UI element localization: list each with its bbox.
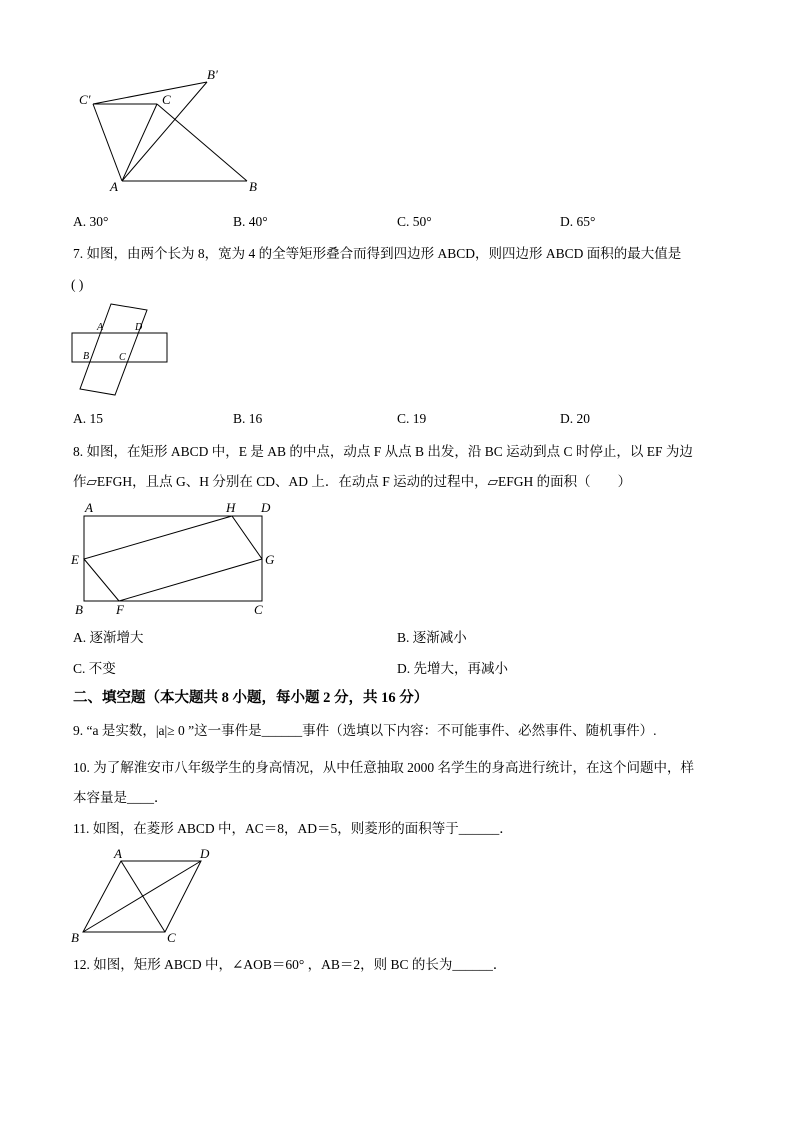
label-g: G xyxy=(265,552,275,567)
q7-stem: 7. 如图，由两个长为 8，宽为 4 的全等矩形叠合而得到四边形 ABCD，则四边形 ABCD 面积的最大值是 xyxy=(73,246,682,261)
parallelogram-efgh xyxy=(84,516,262,601)
label-c-prime: C′ xyxy=(79,92,91,107)
q9-stem: 9. “a 是实数，|a|≥ 0 ”这一事件是______事件（选填以下内容：不可能事件、必然事件、随机事件）. xyxy=(73,723,657,738)
label-c: C xyxy=(162,92,171,107)
segment-ac-prime xyxy=(93,104,122,181)
label-b: B xyxy=(83,351,90,362)
q6-option-c: C. 50° xyxy=(397,214,432,229)
q8-option-a: A. 逐渐增大 xyxy=(73,630,144,645)
diagonal-ac xyxy=(121,861,165,932)
q7-answer-bracket: ( ) xyxy=(71,277,84,292)
q7-option-b: B. 16 xyxy=(233,411,263,426)
q6-option-d: D. 65° xyxy=(560,214,596,229)
label-h: H xyxy=(226,500,236,515)
q7-option-c: C. 19 xyxy=(397,411,427,426)
label-c: C xyxy=(167,930,176,945)
label-b-prime: B′ xyxy=(207,67,218,82)
segment-c-prime-b-prime xyxy=(93,82,207,104)
q7-option-a: A. 15 xyxy=(73,411,103,426)
label-b: B xyxy=(75,602,83,617)
label-e: E xyxy=(71,552,79,567)
q10-stem-line2: 本容量是____． xyxy=(73,790,168,805)
rotation-figure xyxy=(70,62,265,198)
q8-option-c: C. 不变 xyxy=(73,661,116,676)
q8-option-b: B. 逐渐减小 xyxy=(397,630,467,645)
q8-option-d: D. 先增大，再减小 xyxy=(397,661,508,676)
tilted-rectangle xyxy=(80,304,147,395)
overlapping-rectangles-figure xyxy=(68,300,172,400)
label-d: D xyxy=(135,322,143,333)
label-a: A xyxy=(85,500,93,515)
parallelogram-in-rectangle-figure xyxy=(66,500,280,620)
label-c: C xyxy=(119,352,126,363)
segment-ac xyxy=(122,104,157,181)
label-f: F xyxy=(116,602,124,617)
q10-stem-line1: 10. 为了解淮安市八年级学生的身高情况，从中任意抽取 2000 名学生的身高进行统计，在这个问题中，样 xyxy=(73,760,694,775)
segment-cb xyxy=(157,104,247,181)
q6-option-a: A. 30° xyxy=(73,214,109,229)
section-heading: 二、填空题（本大题共 8 小题，每小题 2 分，共 16 分） xyxy=(73,690,429,706)
label-d: D xyxy=(200,846,210,861)
label-a: A xyxy=(110,179,118,194)
q7-option-d: D. 20 xyxy=(560,411,590,426)
rhombus-figure xyxy=(66,845,216,949)
label-d: D xyxy=(261,500,271,515)
rectangle-abcd xyxy=(84,516,262,601)
label-c: C xyxy=(254,602,263,617)
q12-stem: 12. 如图，矩形 ABCD 中，∠AOB＝60° ，AB＝2，则 BC 的长为______． xyxy=(73,957,507,972)
label-a: A xyxy=(97,322,104,333)
label-a: A xyxy=(114,846,122,861)
q11-stem: 11. 如图，在菱形 ABCD 中，AC＝8，AD＝5，则菱形的面积等于______． xyxy=(73,821,513,836)
q8-stem-line2: 作▱EFGH，且点 G、H 分别在 CD、AD 上．在动点 F 运动的过程中，▱EFGH 的面积（ ） xyxy=(73,474,632,489)
label-b: B xyxy=(71,930,79,945)
label-b: B xyxy=(249,179,257,194)
q8-stem-line1: 8. 如图，在矩形 ABCD 中，E 是 AB 的中点，动点 F 从点 B 出发，沿 BC 运动到点 C 时停止，以 EF 为边 xyxy=(73,444,693,459)
q6-option-b: B. 40° xyxy=(233,214,268,229)
